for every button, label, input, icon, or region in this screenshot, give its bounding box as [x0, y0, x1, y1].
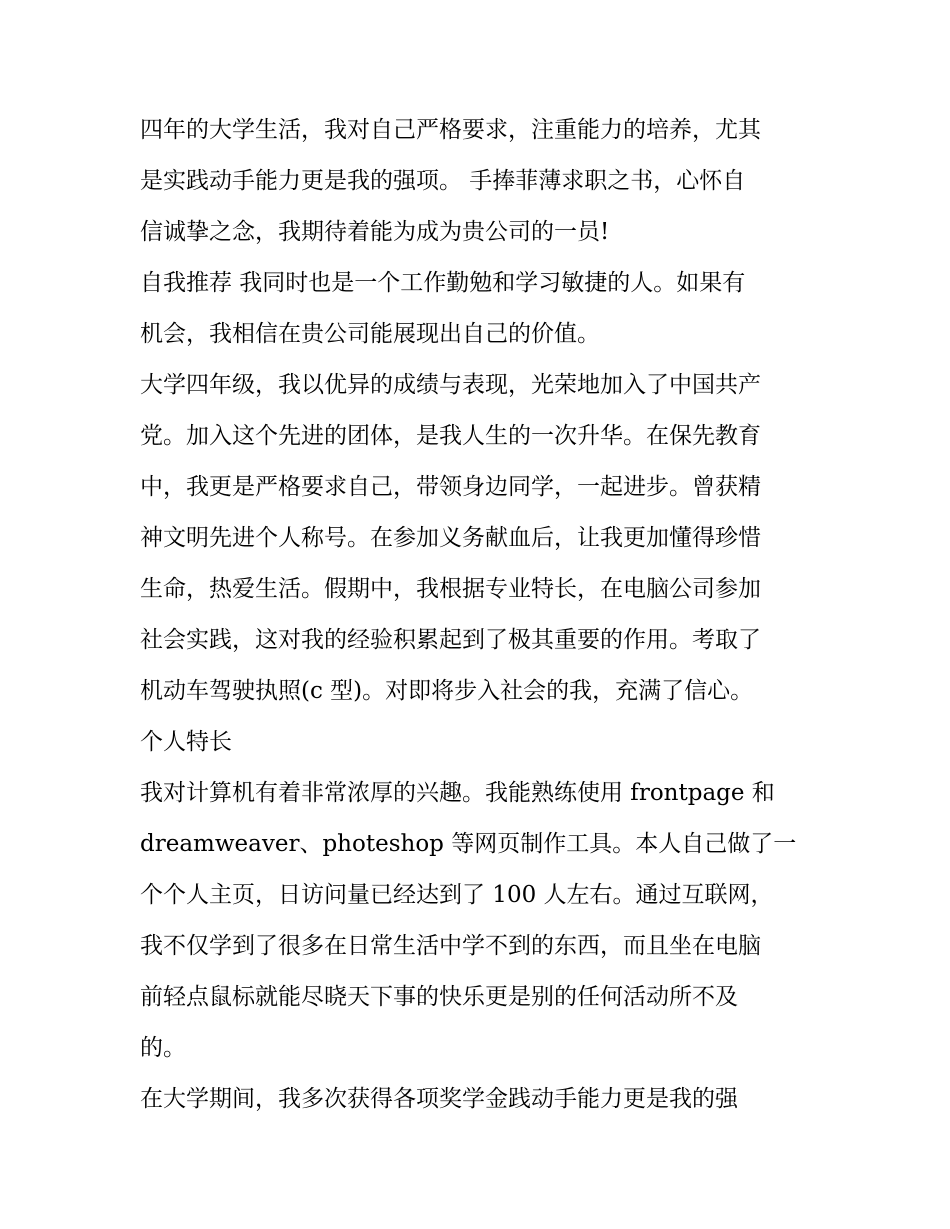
text-line: 信诚挚之念，我期待着能为成为贵公司的一员!	[140, 219, 610, 245]
text-line: dreamweaver、photeshop 等网页制作工具。本人自己做了一	[140, 831, 797, 857]
text-line: 个个人主页，日访问量已经达到了 100 人左右。通过互联网，	[140, 882, 774, 908]
text-line: 四年的大学生活，我对自己严格要求，注重能力的培养，尤其	[140, 117, 761, 143]
text-line: 我对计算机有着非常浓厚的兴趣。我能熟练使用 frontpage 和	[140, 780, 775, 806]
text-line: 神文明先进个人称号。在参加义务献血后，让我更加懂得珍惜	[140, 525, 761, 551]
text-line: 的。	[140, 1035, 186, 1061]
document-body	[140, 105, 820, 1125]
text-line: 社会实践，这对我的经验积累起到了极其重要的作用。考取了	[140, 627, 761, 653]
text-line: 大学四年级，我以优异的成绩与表现，光荣地加入了中国共产	[140, 372, 761, 398]
text-line: 机动车驾驶执照(c 型)。对即将步入社会的我，充满了信心。	[140, 678, 754, 704]
text-line: 我不仅学到了很多在日常生活中学不到的东西，而且坐在电脑	[140, 933, 761, 959]
text-line: 生命，热爱生活。假期中，我根据专业特长，在电脑公司参加	[140, 576, 761, 602]
section-heading: 个人特长	[140, 729, 232, 755]
text-line: 在大学期间，我多次获得各项奖学金践动手能力更是我的强	[140, 1086, 738, 1112]
text-line: 自我推荐 我同时也是一个工作勤勉和学习敏捷的人。如果有	[140, 270, 746, 296]
text-line: 中，我更是严格要求自己，带领身边同学，一起进步。曾获精	[140, 474, 761, 500]
text-line: 前轻点鼠标就能尽晓天下事的快乐更是别的任何活动所不及	[140, 984, 738, 1010]
text-line: 是实践动手能力更是我的强项。 手捧菲薄求职之书，心怀自	[140, 168, 746, 194]
text-line: 党。加入这个先进的团体，是我人生的一次升华。在保先教育	[140, 423, 761, 449]
text-line: 机会，我相信在贵公司能展现出自己的价值。	[140, 321, 600, 347]
